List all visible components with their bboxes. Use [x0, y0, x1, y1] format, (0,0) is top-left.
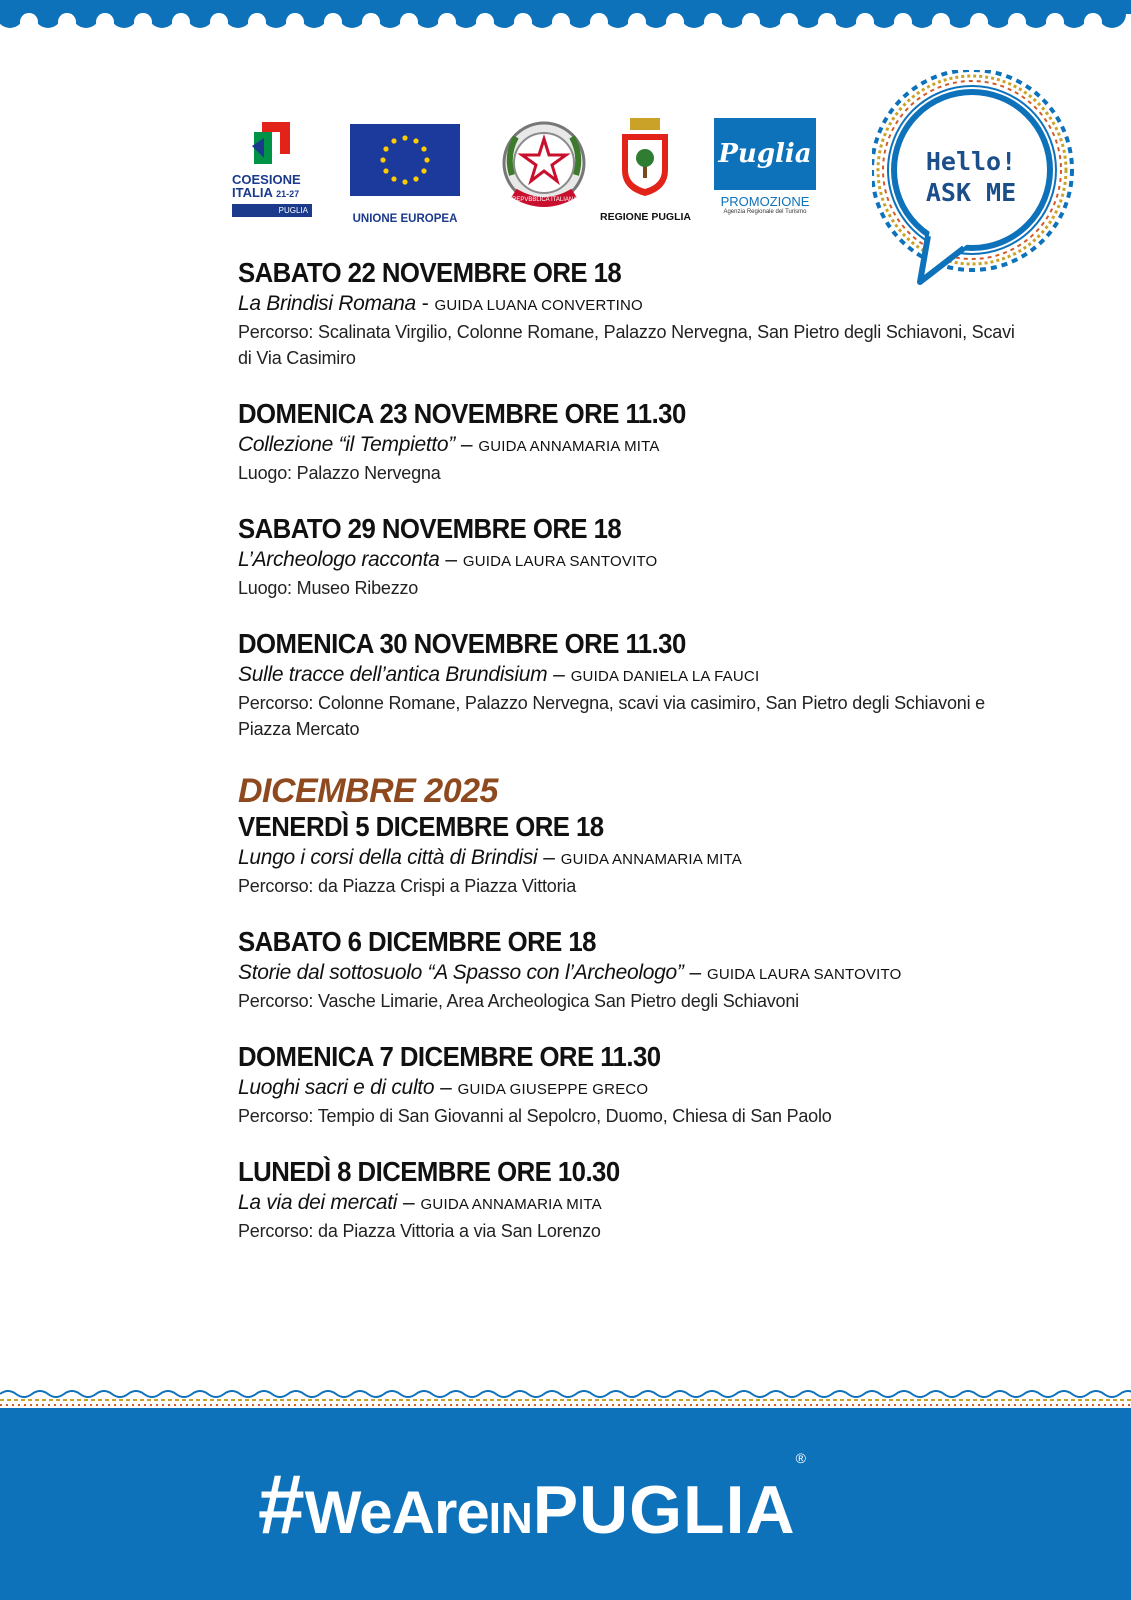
event-title: SABATO 22 NOVEMBRE ORE 18: [238, 257, 622, 288]
event-guide: GUIDA ANNAMARIA MITA: [420, 1196, 602, 1213]
event-detail: Percorso: Scalinata Virgilio, Colonne Romane, Palazzo Nervegna, San Pietro degli Schiavoni, Scavi di Via Casimiro: [238, 322, 1015, 368]
we-are-text: WeAre: [304, 1479, 489, 1546]
decorative-wave-strip: [0, 1388, 1131, 1408]
event-detail: Percorso: da Piazza Crispi a Piazza Vittoria: [238, 876, 577, 896]
event-subtitle: Storie dal sottosuolo “A Spasso con l’Archeologo” – GUIDA LAURA SANTOVITO: [238, 961, 902, 984]
period-text: 21-27: [276, 189, 300, 199]
event-subtitle: La Brindisi Romana - GUIDA LUANA CONVERTINO: [238, 292, 643, 315]
coesione-italia-logo: [232, 118, 316, 222]
event-guide: GUIDA LAURA SANTOVITO: [462, 553, 658, 570]
event-item: [238, 1155, 1018, 1244]
repubblica-emblem: [496, 115, 592, 219]
regione-label: REGIONE PUGLIA: [600, 211, 692, 223]
event-subtitle: La via dei mercati – GUIDA ANNAMARIA MITA: [238, 1191, 602, 1214]
repubblica-ribbon-text: REPVBBLICA ITALIANA: [512, 197, 578, 203]
logo-row: [232, 110, 822, 228]
event-subtitle: Collezione “il Tempietto” – GUIDA ANNAMARIA MITA: [238, 433, 660, 456]
italia-text: ITALIA: [232, 185, 273, 200]
event-name: Storie dal sottosuolo “A Spasso con l’Archeologo”: [238, 961, 684, 984]
puglia-text: PUGLIA: [532, 1472, 796, 1548]
event-name: La via dei mercati: [238, 1191, 398, 1214]
top-scalloped-border: [0, 0, 1131, 40]
event-detail: Luogo: Museo Ribezzo: [238, 578, 419, 598]
event-guide: GUIDA DANIELA LA FAUCI: [570, 668, 760, 685]
event-detail: Percorso: Tempio di San Giovanni al Sepolcro, Duomo, Chiesa di San Paolo: [238, 1106, 832, 1126]
promozione-label: PROMOZIONE: [720, 194, 810, 209]
event-title: DOMENICA 7 DICEMBRE ORE 11.30: [238, 1041, 661, 1072]
event-subtitle: Lungo i corsi della città di Brindisi – GUIDA ANNAMARIA MITA: [238, 846, 743, 869]
event-name: Luoghi sacri e di culto: [238, 1076, 435, 1099]
event-item: [238, 512, 1018, 601]
event-title: DOMENICA 23 NOVEMBRE ORE 11.30: [238, 398, 686, 429]
puglia-script-box: Puglia: [714, 118, 816, 190]
hashtag-we-are-in-puglia: [258, 1450, 806, 1551]
month-heading: DICEMBRE 2025: [238, 772, 498, 810]
registered-mark: ®: [795, 1450, 806, 1466]
hello-text: Hello! ASK ME: [925, 147, 1017, 207]
event-subtitle: Luoghi sacri e di culto – GUIDA GIUSEPPE GRECO: [238, 1076, 649, 1099]
in-text: IN: [488, 1494, 533, 1543]
event-item: [238, 1040, 1018, 1129]
event-name: La Brindisi Romana: [238, 292, 416, 315]
event-guide: GUIDA ANNAMARIA MITA: [478, 438, 660, 455]
event-title: SABATO 29 NOVEMBRE ORE 18: [238, 513, 622, 544]
event-title: VENERDÌ 5 DICEMBRE ORE 18: [238, 811, 604, 842]
event-guide: GUIDA ANNAMARIA MITA: [560, 851, 743, 868]
eu-label: UNIONE EUROPEA: [352, 213, 458, 225]
promozione-sub: Agenzia Regionale del Turismo: [723, 209, 807, 215]
event-name: Lungo i corsi della città di Brindisi: [238, 846, 538, 869]
puglia-band: PUGLIA: [232, 204, 312, 217]
events-list: [238, 256, 1018, 1270]
event-guide: GUIDA LUANA CONVERTINO: [434, 297, 643, 314]
event-title: DOMENICA 30 NOVEMBRE ORE 11.30: [238, 628, 686, 659]
coesione-italia-mark-icon: [232, 118, 316, 168]
event-detail: Percorso: da Piazza Vittoria a via San Lorenzo: [238, 1221, 601, 1241]
coesione-text: COESIONE: [232, 172, 301, 187]
eu-logo: [350, 124, 460, 224]
event-name: Sulle tracce dell’antica Brundisium: [238, 663, 548, 686]
event-subtitle: Sulle tracce dell’antica Brundisium – GUIDA DANIELA LA FAUCI: [238, 663, 760, 686]
eu-flag-icon: [350, 124, 460, 196]
event-guide: GUIDA LAURA SANTOVITO: [706, 966, 902, 983]
event-title: LUNEDÌ 8 DICEMBRE ORE 10.30: [238, 1156, 620, 1187]
emblem-star-icon: [496, 115, 592, 219]
event-item: [238, 627, 1018, 742]
event-subtitle: L’Archeologo racconta – GUIDA LAURA SANTOVITO: [238, 548, 658, 571]
regione-shield-icon: [600, 118, 690, 198]
event-name: Collezione “il Tempietto”: [238, 433, 455, 456]
event-item: [238, 256, 1018, 371]
event-detail: Percorso: Vasche Limarie, Area Archeologica San Pietro degli Schiavoni: [238, 991, 799, 1011]
hash-symbol: #: [258, 1457, 305, 1551]
event-title: SABATO 6 DICEMBRE ORE 18: [238, 926, 596, 957]
puglia-promozione-logo: [714, 118, 816, 222]
event-name: L’Archeologo racconta: [238, 548, 440, 571]
event-detail: Luogo: Palazzo Nervegna: [238, 463, 441, 483]
event-detail: Percorso: Colonne Romane, Palazzo Nervegna, scavi via casimiro, San Pietro degli Schiavoni e Piazza Mercato: [238, 693, 985, 739]
event-item: [238, 397, 1018, 486]
event-item: [238, 810, 1018, 899]
regione-puglia-logo: [600, 118, 690, 222]
event-guide: GUIDA GIUSEPPE GRECO: [457, 1081, 649, 1098]
event-item: [238, 925, 1018, 1014]
